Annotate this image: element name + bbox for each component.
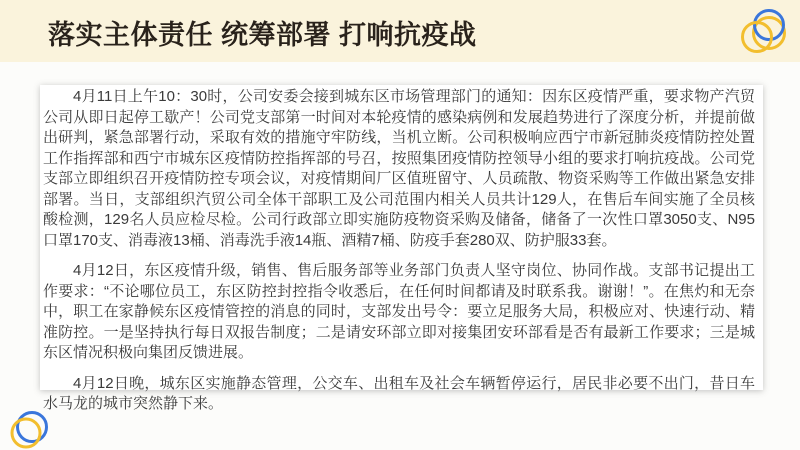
body-text (43, 87, 755, 425)
paragraph-1: 4月11日上午10：30时，公司安委会接到城东区市场管理部门的通知：因东区疫情严重，要求物产汽贸公司从即日起停工歇产！公司党支部第一时间对本轮疫情的感染病例和发展趋势进行了深度分析，并提前做出研判，紧急部署行动，采取有效的措施守牢防线，当机立断。公司积极响应西宁市新冠肺炎疫情防控处置工作指挥部和西宁市城东区疫情防控指挥部的号召，按照集团疫情防控领导小组的要求打响抗疫战。公司党支部立即组织召开疫情防控专项会议，对疫情期间厂区值班留守、人员疏散、物资采购等工作做出紧急安排部署。当日，支部组织汽贸公司全体干部职工及公司范围内相关人员共计129人，在售后车间实施了全员核酸检测，129名人员应检尽检。公司行政部立即实施防疫物资采购及储备，储备了一次性口罩3050支、N95口罩170支、消毒液13桶、消毒洗手液14瓶、酒精7桶、防疫手套280双、防护服33套。 (43, 88, 755, 249)
rings-logo-icon (739, 6, 794, 56)
paragraph-3: 4月12日晚，城东区实施静态管理，公交车、出租车及社会车辆暂停运行，居民非必要不出门，昔日车水马龙的城市突然静下来。 (43, 374, 755, 412)
paragraph-2: 4月12日，东区疫情升级，销售、售后服务部等业务部门负责人坚守岗位、协同作战。支部书记提出工作要求：“不论哪位员工，东区防控封控指令收悉后，在任何时间都请及时联系我。谢谢！”。在焦灼和无奈中，职工在家静候东区疫情管控的消息的同时，支部发出号令：要立足服务大局，积极应对、快速行动、精准防控。一是坚持执行每日双报告制度；二是请安环部立即对接集团安环部看是否有最新工作要求；三是城东区情况积极向集团反馈进展。 (43, 262, 755, 361)
page-title: 落实主体责任 统筹部署 打响抗疫战 (48, 20, 477, 50)
slide-header (0, 0, 800, 62)
